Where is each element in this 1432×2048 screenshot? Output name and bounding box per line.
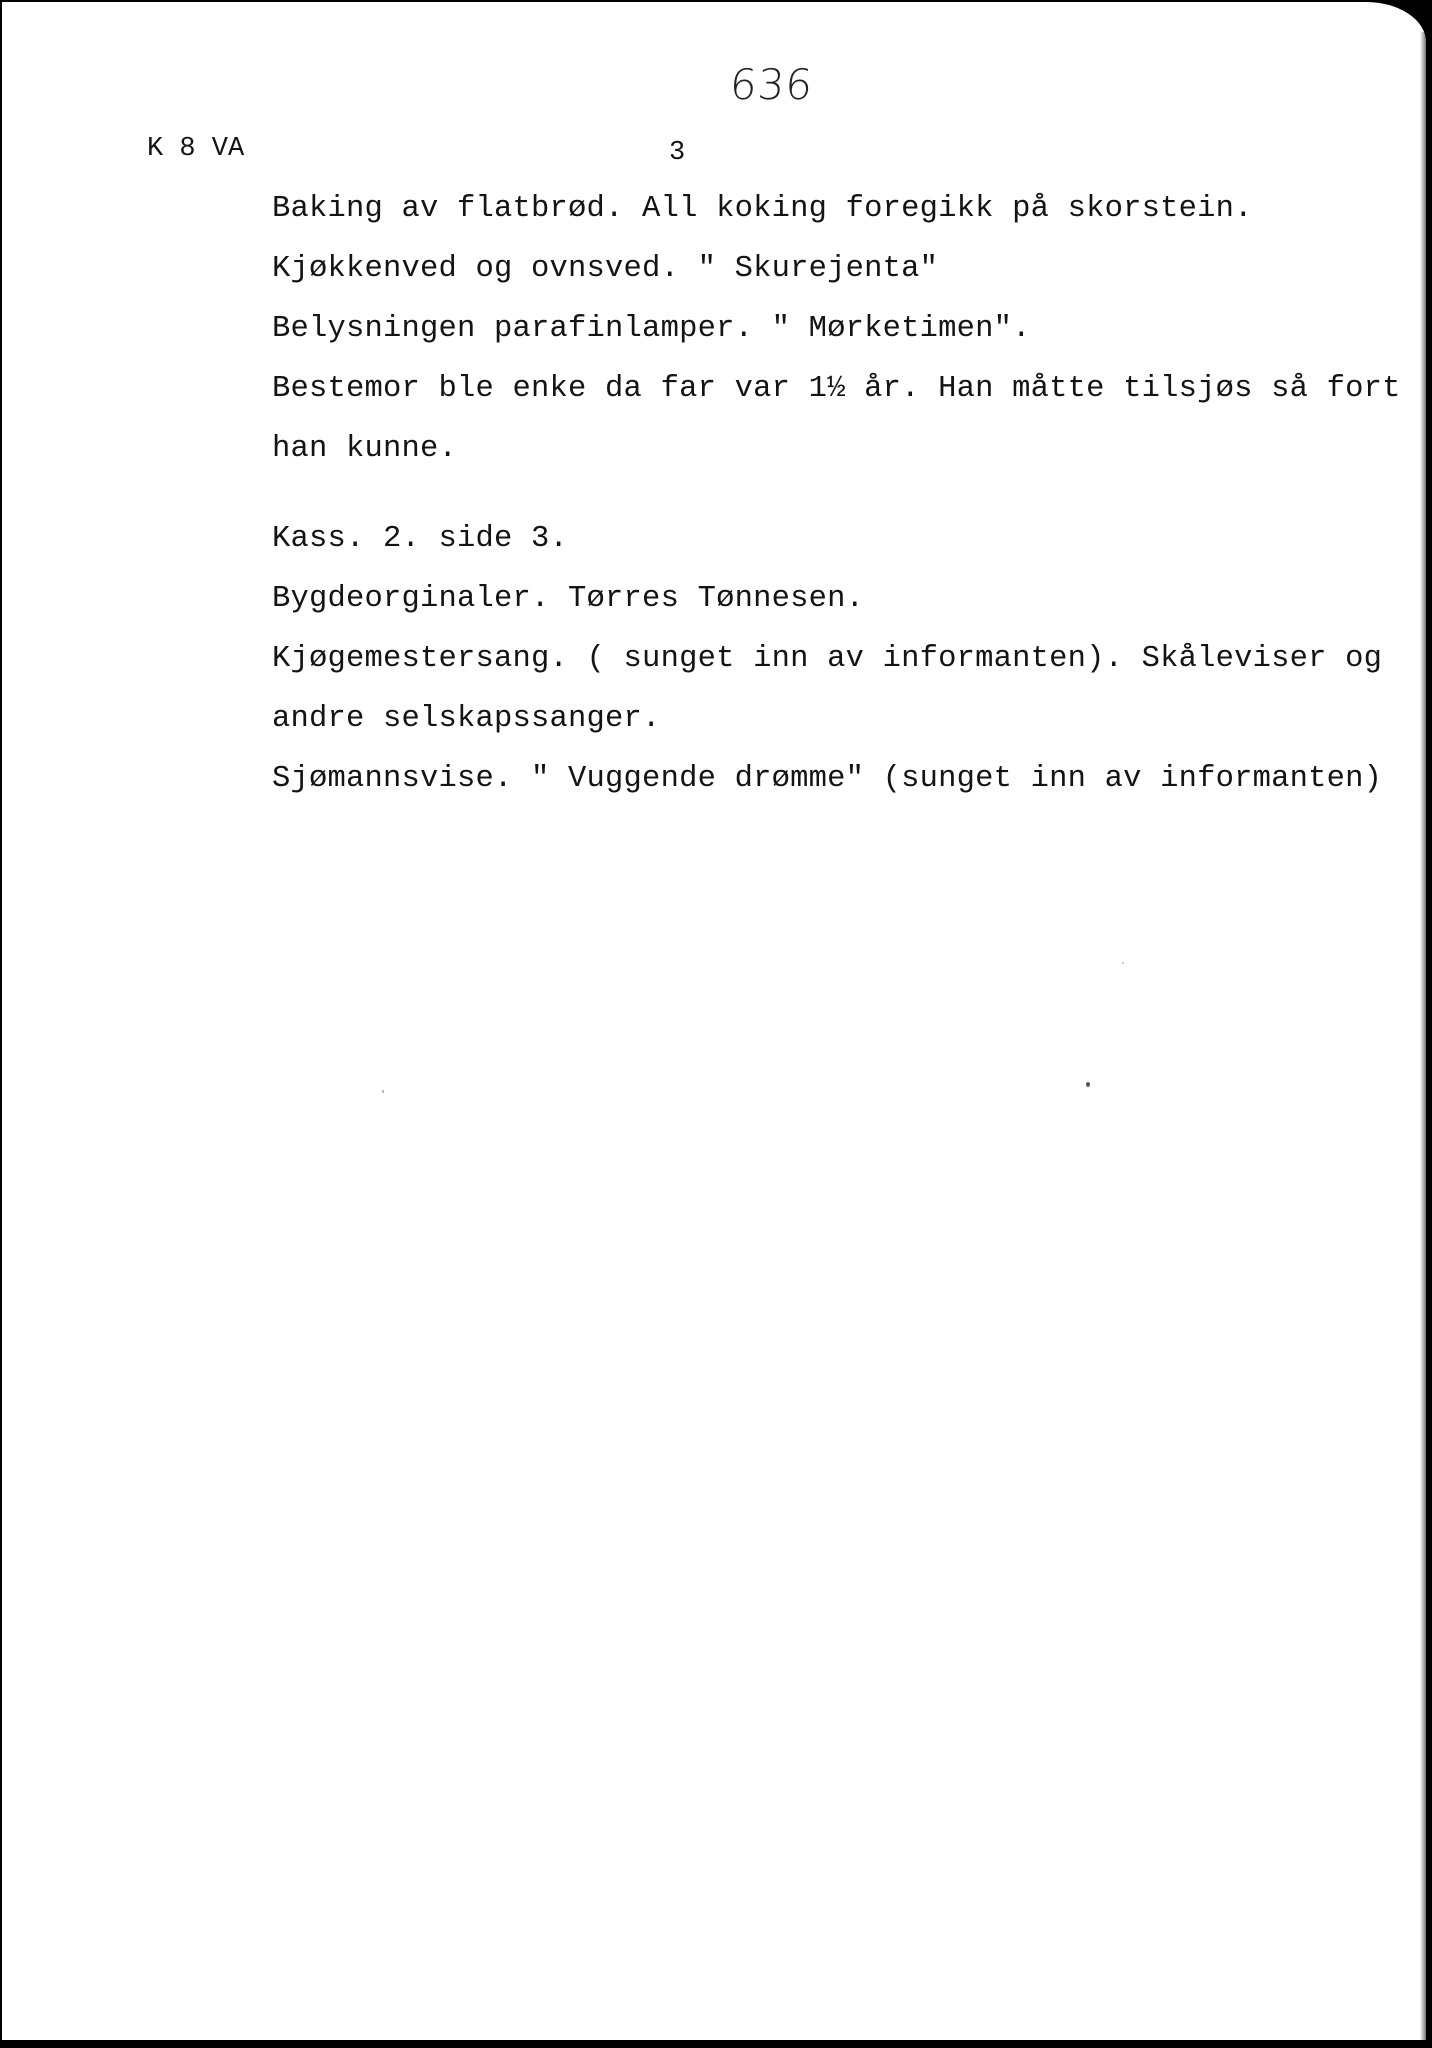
typed-page-number: 3 — [669, 138, 686, 168]
header-code: K 8 VA — [147, 134, 245, 164]
text-line-10: Sjømannsvise. " Vuggende drømme" (sunget inn av informanten) — [272, 762, 1383, 796]
handwritten-page-number: 636 — [728, 60, 815, 109]
scan-speck — [1122, 962, 1124, 964]
document-page — [2, 2, 1426, 2040]
scan-speck — [1086, 1082, 1090, 1087]
text-line-7: Bygdeorginaler. Tørres Tønnesen. — [272, 582, 865, 616]
text-line-6: Kass. 2. side 3. — [272, 522, 569, 556]
text-line-1: Baking av flatbrød. All koking foregikk på skorstein. — [272, 192, 1253, 226]
scan-speck — [382, 1090, 384, 1093]
text-line-4: Bestemor ble enke da far var 1½ år. Han måtte tilsjøs så fort — [272, 372, 1401, 406]
text-line-8: Kjøgemestersang. ( sunget inn av informanten). Skåleviser og — [272, 642, 1383, 676]
text-line-9: andre selskapssanger. — [272, 702, 661, 736]
text-line-5: han kunne. — [272, 432, 458, 466]
text-line-2: Kjøkkenved og ovnsved. " Skurejenta" — [272, 252, 939, 286]
text-line-3: Belysningen parafinlamper. " Mørketimen". — [272, 312, 1031, 346]
